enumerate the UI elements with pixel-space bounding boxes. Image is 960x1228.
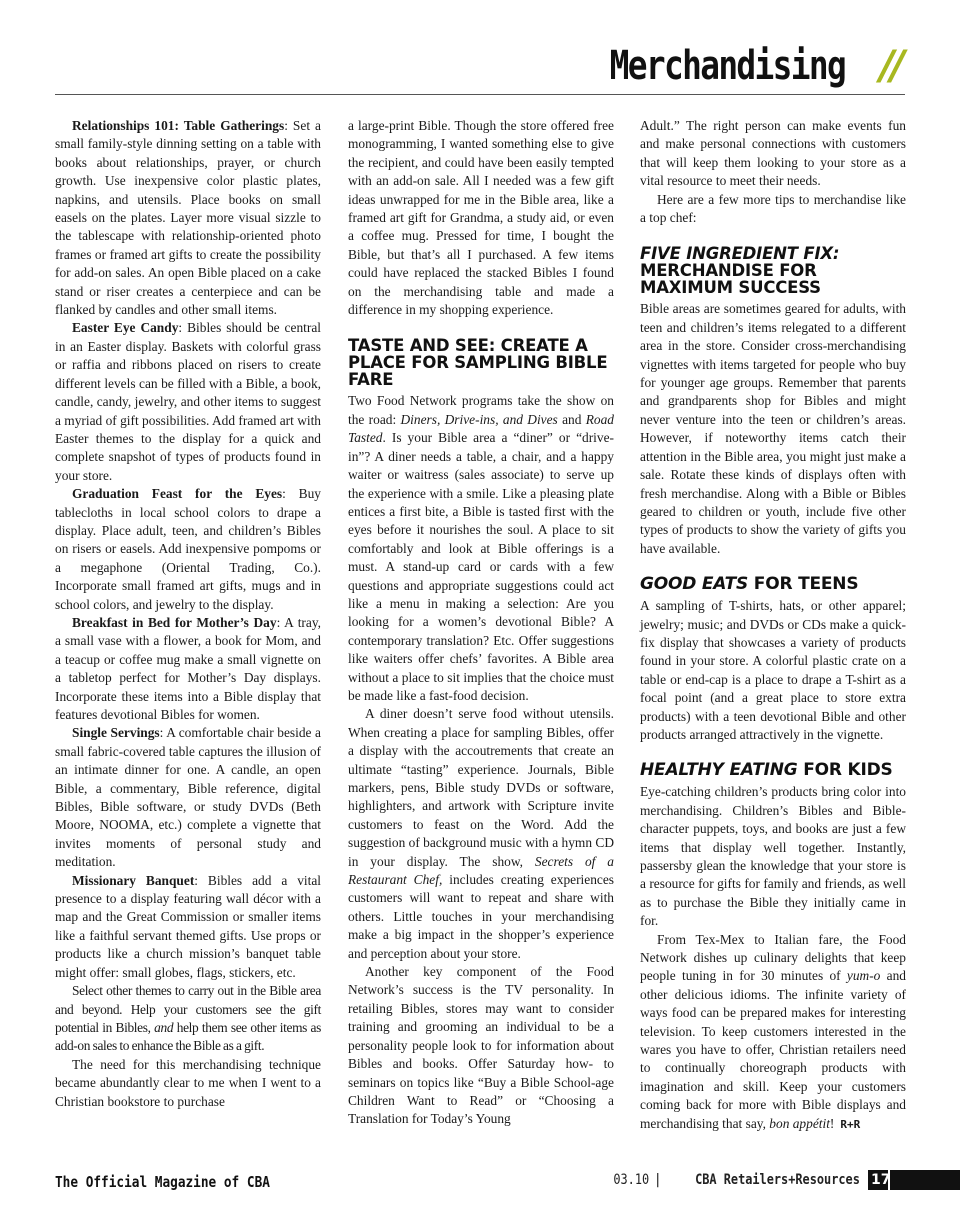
magazine-name: CBA Retailers+Resources	[695, 1172, 860, 1188]
heading-emphasis: HEALTHY EATING	[640, 760, 798, 781]
paragraph-text: Two Food Network programs take the show on the road:	[348, 393, 614, 427]
heading-text: MERCHANDISE FOR MAXIMUM SUCCESS	[640, 261, 821, 298]
section-title: Merchandising	[609, 43, 845, 89]
paragraph-text: : A comfortable chair beside a small fabric-covered table captures the illusion of an intimate dinner for one. A candle, an open Bible, a commentary, Bible reference, digital Bibles, Bible software, or study DVDs (Beth Moore, NOOMA, etc.) complete a vignette that invites moments of personal study and meditation.	[55, 725, 321, 870]
emphasis: and	[154, 1019, 174, 1035]
emphasis: yum-o	[846, 968, 881, 984]
paragraph-graduation	[55, 485, 321, 614]
paragraph-cross-merchandising: Bible areas are sometimes geared for adults, with teen and children’s items relegated to a different area in the store. Consider cross-merchandising vignettes with items targeted for people who buy for younger age groups. Remember that parents and grandparents shop for Bibles and might never venture into the teen or children’s areas. However, if noteworthy items catch their attention in the Bible area, you might just make a sale. Rotate these kinds of displays often with fresh merchandise. Along with a Bible or Bibles geared to children or youth, include five other types of products to show the variety of gifts you have available.	[640, 301, 906, 556]
footer-right	[607, 1170, 960, 1190]
paragraph-tips: Here are a few more tips to merchandise like a top chef:	[640, 191, 906, 226]
heading-emphasis: GOOD EATS	[640, 574, 749, 595]
heading-taste-and-see: TASTE AND SEE: CREATE A PLACE FOR SAMPLING BIBLE FARE	[348, 336, 608, 390]
paragraph-text: Select other themes to carry out in the Bible area and beyond. Help your customers see the gift potential in Bibles,	[55, 983, 321, 1035]
page-header	[55, 38, 905, 95]
paragraph-text: From Tex-Mex to Italian fare, the Food Network dishes up culinary delights that keep people tuning in for 30 minutes of	[640, 931, 906, 984]
paragraph-table-gatherings	[55, 117, 321, 319]
lead-in: Easter Eye Candy	[72, 320, 179, 336]
paragraph-text: : Bibles add a vital presence to a display featuring wall décor with a map and the Great Commission or smaller items like a faithful servant themed gifts. Use props or products like a church mission’s banquet table might offer: small globes, flags, stickers, etc.	[55, 872, 321, 980]
show-title: Diners, Drive-ins, and Dives	[400, 411, 558, 427]
footer-bar	[890, 1170, 960, 1190]
column-2	[348, 117, 614, 1129]
paragraph-need: The need for this merchandising technique became abundantly clear to me when I went to a Christian bookstore to purchase	[55, 1056, 321, 1109]
paragraph-text: help them see other items as add-on sales to enhance the Bible as a gift.	[55, 1019, 321, 1054]
lead-in: Breakfast in Bed for Mother’s Day	[72, 614, 277, 630]
paragraph-text: . Is your Bible area a “diner” or “drive-in”? A diner needs a table, a chair, and a happy waiter or waitress (sales associate) to serve up the experience with a smile. Like a pleasing plate entices a first bite, a Bible is tasted first with the eyes before it nourishes the soul. A place to sit comfortably and look at Bible offerings is a must. A stand-up card or cards with a few questions and appropriate suggestions could act like a menu in making a selection: Are you looking for a women’s devotional Bible? A contemporary translation? Etc. Offer suggestions like waiters offer chefs’ favorites. A Bible area without a place to sit implies that the choice must be made like a fast-food decision.	[348, 430, 614, 703]
lead-in: Graduation Feast for the Eyes	[72, 486, 283, 502]
paragraph-text: : A tray, a small vase with a flower, a book for Mom, and a teacup or coffee mug make a small vignette on a tabletop perfect for Mother’s Day displays. Incorporate these items into a Bible display that features devotional Bibles for women.	[55, 614, 321, 722]
slashes-accent-icon: //	[879, 43, 901, 89]
issue-date: 03.10	[613, 1172, 650, 1188]
paragraph-large-print: a large-print Bible. Though the store offered free monogramming, I wanted something else to give the recipient, and could have been easily tempted with an add-on sale. All I needed was a few gift ideas unwrapped for me in the Bible area, like a framed art gift for Grandma, a study aid, or even a coffee mug. Pressed for time, I bought the Bible, but that’s all I purchased. A few items could have replaced the stacked Bibles I found on the merchandising table and made a difference in my shopping experience.	[348, 118, 614, 318]
paragraph-missionary-banquet	[55, 872, 321, 982]
paragraph-text: includes creating experiences customers will want to repeat and share with others. Little touches in your merchandising make a big impact in the shopper’s experience and perception about your store.	[348, 872, 614, 961]
paragraph-text: : Buy tablecloths in local school colors to drape a display. Place adult, teen, and children’s Bibles on risers or easels. Add inexpensive pompoms or a megaphone (Oriental Trading, Co.). Incorporate small framed art gifts, mugs and in school colors, and jewelry to the display.	[55, 486, 321, 612]
show-title: Road Tasted	[348, 411, 614, 446]
paragraph-text: !	[829, 1115, 835, 1131]
paragraph-teens: A sampling of T-shirts, hats, or other apparel; jewelry; music; and DVDs or CDs make a quick-fix display that showcases a variety of products found in your store. A colorful plastic crate on a table or end-cap is a place to drape a T-shirt as a focal point (and a great place to store extra products) with a teen devotional Bible and other products arranged attractively in the vignette.	[640, 598, 906, 742]
column-3	[640, 117, 906, 1134]
paragraph-food-network	[348, 392, 614, 705]
end-mark: R+R	[840, 1117, 861, 1131]
heading-five-ingredient-fix	[640, 245, 906, 296]
heading-good-eats	[640, 576, 906, 593]
lead-in: Single Servings	[72, 725, 160, 741]
emphasis: bon appétit	[769, 1115, 830, 1131]
heading-emphasis: FIVE INGREDIENT FIX:	[640, 244, 840, 264]
paragraph-kids: Eye-catching children’s products bring color into merchandising. Children’s Bibles and Bible-character puppets, toys, and books are just a few items that display well together. Instantly, passersby glean the knowledge that your store is a resource for gifts for family and friends, as well as to purchase the Bible they initially came in for.	[640, 784, 906, 929]
lead-in: Relationships 101: Table Gatherings	[72, 118, 285, 133]
column-1	[55, 117, 321, 1111]
paragraph-mothers-day	[55, 614, 321, 724]
paragraph-other-themes	[55, 982, 321, 1056]
paragraph-tv-personality: Another key component of the Food Network’s success is the TV personality. In retailing Bibles, stores may want to consider training and grooming an individual to be a personality people look to for information about Bibles and books. Offer Saturday how- to seminars on topics like “Buy a Bible School-age Children Want to Read” or “Choosing a Translation for Today’s Young	[348, 964, 614, 1127]
paragraph-text: : Set a small family-style dinning setting on a table with books about relationships, prayer, or church growth. Use inexpensive color plastic plates, napkins, and utensils. Place books on small easels on the plates. Layer more visual sizzle to the tablescape with relationship-oriented photo frames or framed art gifts to create the possibility for add-on sales. An open Bible placed on a cake stand or riser creates a centerpiece and can be flanked by candles and other small items.	[55, 118, 321, 318]
lead-in: Missionary Banquet	[72, 872, 195, 888]
footer-separator: |	[655, 1172, 661, 1188]
paragraph-easter	[55, 319, 321, 485]
paragraph-adult: Adult.” The right person can make events fun and make personal connections with customers that will keep them looking to your store as a vital resource to meet their needs.	[640, 118, 906, 189]
heading-text: FOR TEENS	[748, 574, 859, 595]
footer-magazine-tagline: The Official Magazine of CBA	[55, 1173, 270, 1191]
paragraph-text: and	[557, 411, 586, 427]
paragraph-text: and other delicious idioms. The infinite variety of ways food can be prepared makes for interesting television. To keep customers interested in the wares you have to offer, Christian retailers need to continually choreograph products with imagination and skill. Keep your customers coming back for more with Bible displays and merchandising that say,	[640, 968, 906, 1131]
paragraph-tex-mex	[640, 931, 906, 1134]
paragraph-text: : Bibles should be central in an Easter display. Baskets with colorful grass or raffia and ribbons placed on risers to create different levels can be filled with a Bible, a book, candle, candy, jewelry, and other items to suggest a myriad of gift possibilities. Add framed art with Easter themes to the display for a quick and complete snapshot of types of products found in your store.	[55, 320, 321, 483]
page-number: 17	[868, 1170, 888, 1190]
heading-healthy-eating	[640, 762, 906, 779]
heading-text: FOR KIDS	[797, 760, 893, 781]
paragraph-single-servings	[55, 724, 321, 871]
show-title: Secrets of a Restaurant Chef,	[348, 853, 614, 888]
paragraph-text: A diner doesn’t serve food without utensils. When creating a place for sampling Bibles, offer a display with the accoutrements that create an ultimate “tasting” experience. Journals, Bible markers, pens, Bible study DVDs or software, highlighters, and artwork with Scripture invite customers to feast on the Word. Add the suggestion of background music with a hymn CD in your display. The show,	[348, 706, 614, 869]
paragraph-utensils	[348, 705, 614, 963]
